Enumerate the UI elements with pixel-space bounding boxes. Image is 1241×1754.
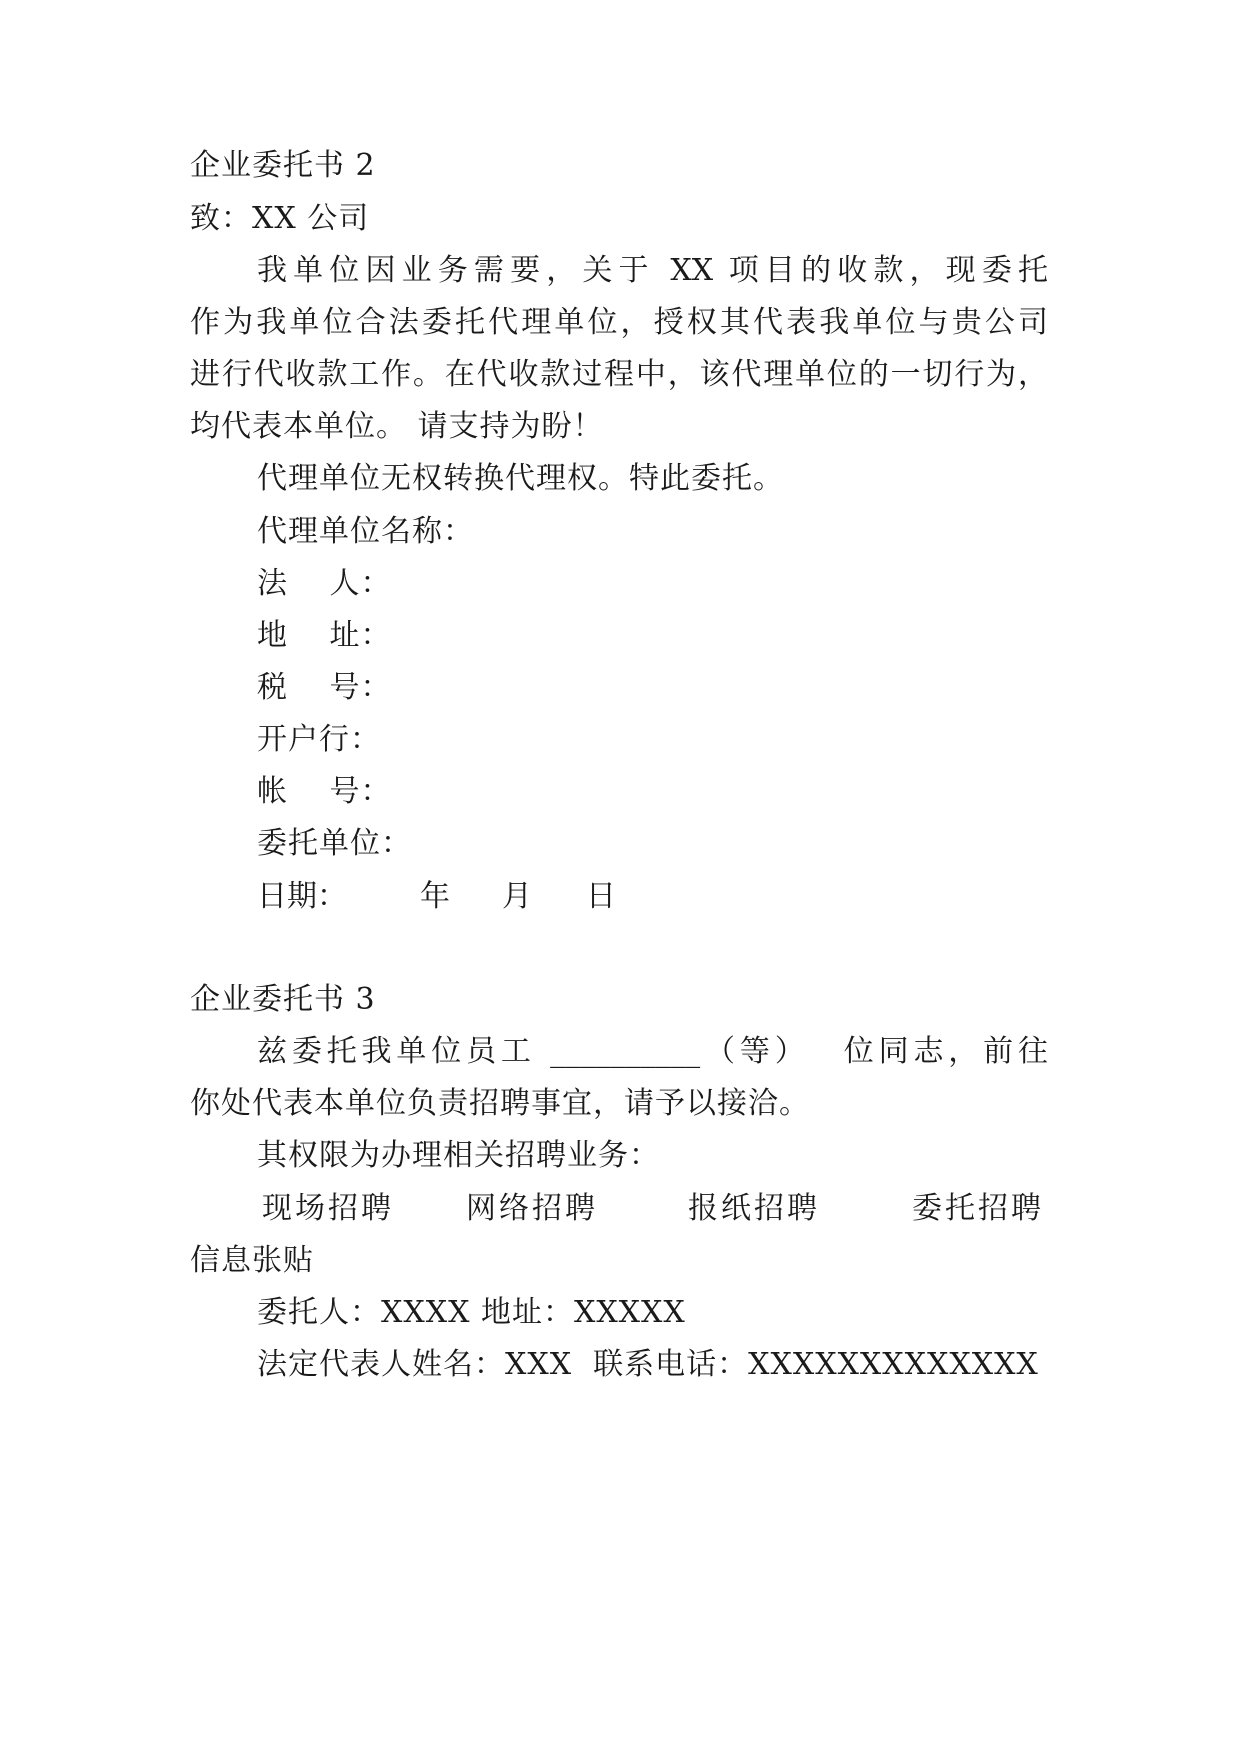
section-2-body-line-3: 进行代收款工作。在代收款过程中，该代理单位的一切行为， — [190, 357, 1048, 392]
section-2-body-line-2: 作为我单位合法委托代理单位，授权其代表我单位与贵公司 — [190, 305, 1048, 340]
option-agency: 委托招聘 — [912, 1191, 1044, 1226]
field-account-number: 帐 号： — [257, 774, 392, 809]
field-principal-unit: 委托单位： — [257, 826, 412, 861]
section-3-title: 企业委托书 3 — [190, 982, 376, 1017]
option-online: 网络招聘 — [466, 1191, 598, 1226]
section-3-scope: 其权限为办理相关招聘业务： — [257, 1138, 660, 1173]
section-3-body-line-1: 兹委托我单位员工 __________（等） 位同志，前往 — [257, 1034, 1048, 1069]
field-tax-number: 税 号： — [257, 670, 392, 705]
section-2-note: 代理单位无权转换代理权。特此委托。 — [257, 461, 784, 496]
section-2-addressee: 致：XX 公司 — [190, 201, 370, 236]
field-address: 地 址： — [257, 618, 392, 653]
option-newspaper: 报纸招聘 — [688, 1191, 820, 1226]
section-2-body-line-1: 我单位因业务需要，关于 XX 项目的收款，现委托 — [257, 253, 1048, 288]
option-posting: 信息张贴 — [190, 1243, 314, 1278]
field-agent-name: 代理单位名称： — [257, 514, 474, 549]
section-2-title: 企业委托书 2 — [190, 148, 376, 183]
principal-line: 委托人：XXXX 地址：XXXXX — [257, 1295, 686, 1330]
date-month: 月 — [502, 879, 532, 914]
date-day: 日 — [586, 879, 616, 914]
section-2-body-line-4: 均代表本单位。 请支持为盼！ — [190, 409, 604, 444]
field-legal-person: 法 人： — [257, 566, 392, 601]
representative-line: 法定代表人姓名：XXX 联系电话：XXXXXXXXXXXXX — [257, 1347, 1039, 1382]
date-label: 日期： — [257, 879, 347, 914]
option-onsite: 现场招聘 — [262, 1191, 394, 1226]
section-3-body-line-2: 你处代表本单位负责招聘事宜，请予以接洽。 — [190, 1086, 810, 1121]
field-bank: 开户行： — [257, 722, 381, 757]
date-year: 年 — [420, 879, 450, 914]
